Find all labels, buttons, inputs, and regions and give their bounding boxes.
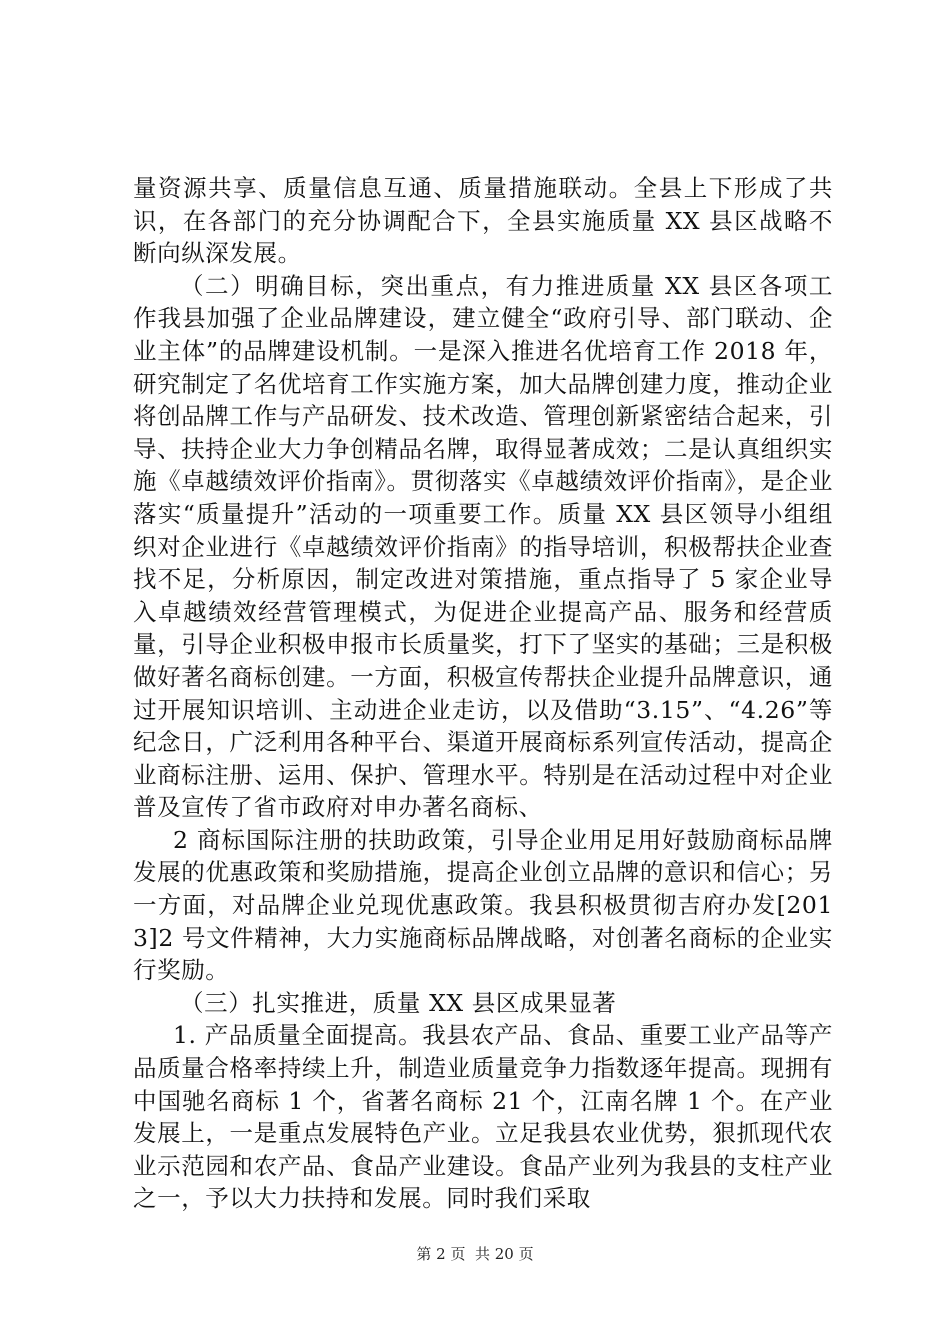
page-number-label: 第 2 页 共 20 页 [416, 1245, 534, 1263]
paragraph-4: 1. 产品质量全面提高。我县农产品、食品、重要工业产品等产品质量合格率持续上升，制造业质量竞争力指数逐年提高。现拥有中国驰名商标 1 个，省著名商标 21 个，江南名牌 1 个。在产业发展上，一是重点发展特色产业。立足我县农业优势，狠抓现代农业示范园和农产品、食品产业建设。食品产业列为我县的支柱产业之一，予以大力扶持和发展。同时我们采取 [133, 1021, 833, 1213]
paragraph-2: （二）明确目标，突出重点，有力推进质量 XX 县区各项工作我县加强了企业品牌建设，建立健全“政府引导、部门联动、企业主体”的品牌建设机制。一是深入推进名优培育工作 2018 年，研究制定了名优培育工作实施方案，加大品牌创建力度，推动企业将创品牌工作与产品研发、技术改造、管理创新紧密结合起来，引导、扶持企业大力争创精品名牌，取得显著成效；二是认真组织实施《卓越绩效评价指南》。贯彻落实《卓越绩效评价指南》，是企业落实“质量提升”活动的一项重要工作。质量 XX 县区领导小组组织对企业进行《卓越绩效评价指南》的指导培训，积极帮扶企业查找不足，分析原因，制定改进对策措施，重点指导了 5 家企业导入卓越绩效经营管理模式，为促进企业提高产品、服务和经营质量，引导企业积极申报市长质量奖，打下了坚实的基础；三是积极做好著名商标创建。一方面，积极宣传帮扶企业提升品牌意识，通过开展知识培训、主动进企业走访，以及借助“3.15”、“4.26”等纪念日，广泛利用各种平台、渠道开展商标系列宣传活动，提高企业商标注册、运用、保护、管理水平。特别是在活动过程中对企业普及宣传了省市政府对申办著名商标、 [133, 271, 833, 822]
section-heading-3: （三）扎实推进，质量 XX 县区成果显著 [180, 988, 617, 1017]
page-footer [0, 1244, 950, 1264]
paragraph-3: 2 商标国际注册的扶助政策，引导企业用足用好鼓励商标品牌发展的优惠政策和奖励措施，提高企业创立品牌的意识和信心；另一方面，对品牌企业兑现优惠政策。我县积极贯彻吉府办发[2013]2 号文件精神，大力实施商标品牌战略，对创著名商标的企业实行奖励。 [133, 825, 833, 985]
paragraph-1: 量资源共享、质量信息互通、质量措施联动。全县上下形成了共识，在各部门的充分协调配合下，全县实施质量 XX 县区战略不断向纵深发展。 [133, 174, 833, 268]
document-body [133, 172, 833, 1215]
